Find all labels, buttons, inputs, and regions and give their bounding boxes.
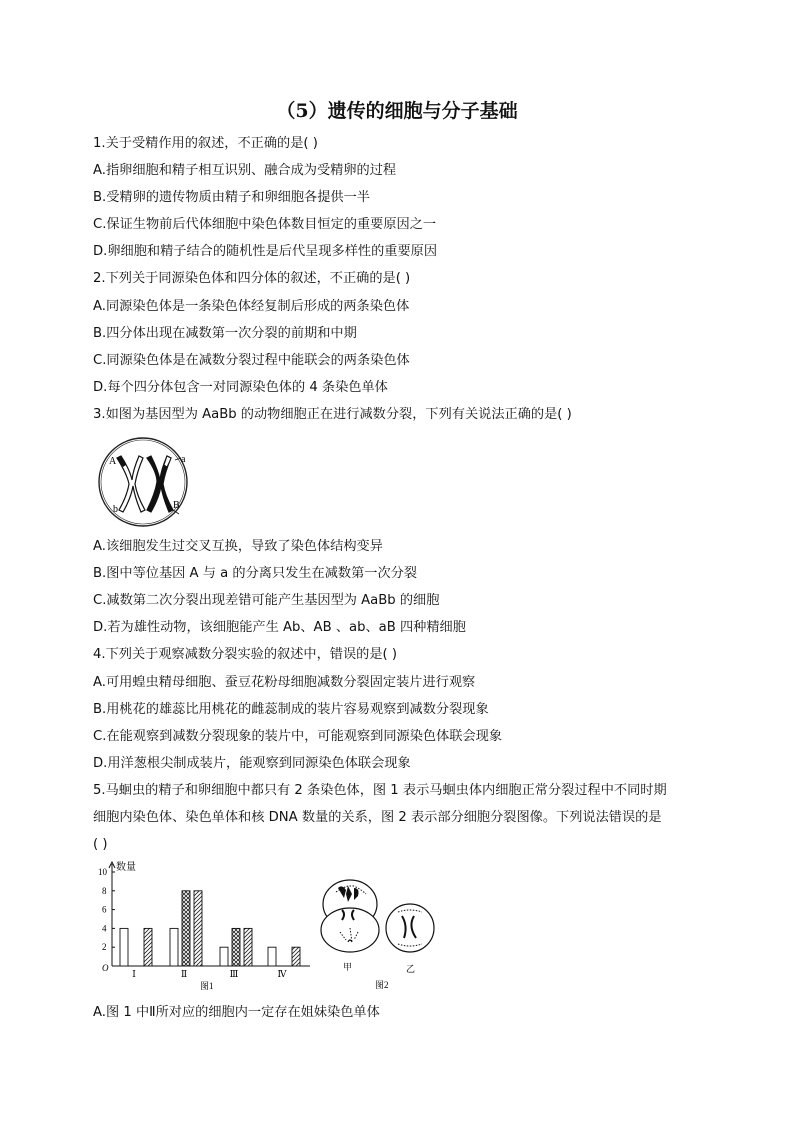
fig2-label-yi: 乙 bbox=[406, 964, 416, 974]
bar-cross-hatched bbox=[182, 891, 190, 966]
q2-option-a: A.同源染色体是一条染色体经复制后形成的两条染色体 bbox=[93, 299, 410, 314]
q1-stem: 1.关于受精作用的叙述，不正确的是( ) bbox=[93, 136, 318, 151]
q5-option-a: A.图 1 中Ⅱ所对应的细胞内一定存在姐妹染色单体 bbox=[93, 1005, 380, 1020]
q2-option-b: B.四分体出现在减数第一次分裂的前期和中期 bbox=[93, 326, 357, 341]
q4-option-a: A.可用蝗虫精母细胞、蚕豆花粉母细胞减数分裂固定装片进行观察 bbox=[93, 675, 476, 690]
category-label: Ⅲ bbox=[229, 969, 239, 979]
bar-diagonal-hatched bbox=[244, 928, 252, 966]
q2-option-d: D.每个四分体包含一对同源染色体的 4 条染色单体 bbox=[93, 380, 388, 395]
q2-option-c: C.同源染色体是在减数分裂过程中能联会的两条染色体 bbox=[93, 353, 410, 368]
fig2-caption: 图2 bbox=[375, 980, 389, 990]
gene-label-a: a bbox=[181, 454, 186, 465]
bar-white bbox=[170, 928, 178, 966]
page-title: （5）遗传的细胞与分子基础 bbox=[276, 100, 518, 122]
fig1-bars bbox=[120, 891, 300, 966]
bar-white bbox=[220, 947, 228, 966]
bar-diagonal-hatched bbox=[144, 928, 152, 966]
bar-white bbox=[268, 947, 276, 966]
cell-jia bbox=[321, 880, 379, 952]
q1-option-c: C.保证生物前后代体细胞中染色体数目恒定的重要原因之一 bbox=[93, 217, 437, 232]
q4-option-b: B.用桃花的雄蕊比用桃花的雌蕊制成的装片容易观察到减数分裂现象 bbox=[93, 702, 489, 717]
chromosome-white-tip bbox=[164, 456, 171, 467]
fig1-caption: 图1 bbox=[200, 981, 214, 991]
fig2-cell-images bbox=[318, 880, 438, 992]
gene-label-b: b bbox=[113, 504, 118, 515]
q3-option-a: A.该细胞发生过交叉互换，导致了染色体结构变异 bbox=[93, 539, 383, 554]
q1-option-a: A.指卵细胞和精子相互识别、融合成为受精卵的过程 bbox=[93, 163, 397, 178]
q4-option-c: C.在能观察到减数分裂现象的装片中，可能观察到同源染色体联会现象 bbox=[93, 729, 503, 744]
q4-option-d: D.用洋葱根尖制成装片，能观察到同源染色体联会现象 bbox=[93, 756, 411, 771]
q2-stem: 2.下列关于同源染色体和四分体的叙述，不正确的是( ) bbox=[93, 271, 411, 286]
bar-white bbox=[120, 928, 128, 966]
fig2-label-jia: 甲 bbox=[343, 962, 353, 972]
fig1-origin-label: O bbox=[102, 963, 109, 973]
q3-option-b: B.图中等位基因 A 与 a 的分离只发生在减数第一次分裂 bbox=[93, 566, 418, 581]
fig1-categories bbox=[132, 969, 287, 979]
cell-meiosis-diagram bbox=[97, 436, 189, 528]
q1-option-d: D.卵细胞和精子结合的随机性是后代呈现多样性的重要原因 bbox=[93, 244, 438, 259]
category-label: Ⅳ bbox=[277, 969, 287, 979]
q3-stem: 3.如图为基因型为 AaBb 的动物细胞正在进行减数分裂，下列有关说法正确的是( ) bbox=[93, 407, 572, 422]
bar-diagonal-hatched bbox=[194, 891, 202, 966]
fig1-y-axis-label: 数量 bbox=[116, 862, 136, 873]
q4-stem: 4.下列关于观察减数分裂实验的叙述中，错误的是( ) bbox=[93, 647, 397, 662]
q5-stem-line3: ( ) bbox=[93, 837, 108, 852]
category-label: Ⅱ bbox=[180, 969, 188, 979]
category-label: Ⅰ bbox=[132, 969, 136, 979]
bar-cross-hatched bbox=[232, 928, 240, 966]
chromosome-black bbox=[147, 456, 173, 512]
q1-option-b: B.受精卵的遗传物质由精子和卵细胞各提供一半 bbox=[93, 190, 370, 205]
fig1-axes bbox=[109, 862, 310, 966]
y-tick-label: 2 bbox=[102, 942, 107, 953]
cell-yi bbox=[386, 904, 434, 952]
bar-diagonal-hatched bbox=[292, 947, 300, 966]
q5-stem-line2: 细胞内染色体、染色单体和核 DNA 数量的关系，图 2 表示部分细胞分裂图像。下列说法错误的是 bbox=[93, 810, 662, 825]
q3-option-d: D.若为雄性动物，该细胞能产生 Ab、AB 、ab、aB 四种精细胞 bbox=[93, 620, 466, 635]
gene-label-B: B bbox=[173, 500, 180, 511]
y-tick-label: 10 bbox=[98, 867, 107, 877]
y-tick-label: 6 bbox=[102, 904, 107, 915]
q3-option-c: C.减数第二次分裂出现差错可能产生基因型为 AaBb 的细胞 bbox=[93, 593, 440, 608]
y-tick-label: 4 bbox=[102, 923, 107, 934]
gene-label-A: A bbox=[109, 456, 117, 467]
y-tick-label: 8 bbox=[102, 885, 107, 896]
fig1-bar-chart bbox=[100, 858, 315, 993]
q5-stem-line1: 5.马蛔虫的精子和卵细胞中都只有 2 条染色体，图 1 表示马蛔虫体内细胞正常分裂过程中不同时期 bbox=[93, 783, 667, 798]
